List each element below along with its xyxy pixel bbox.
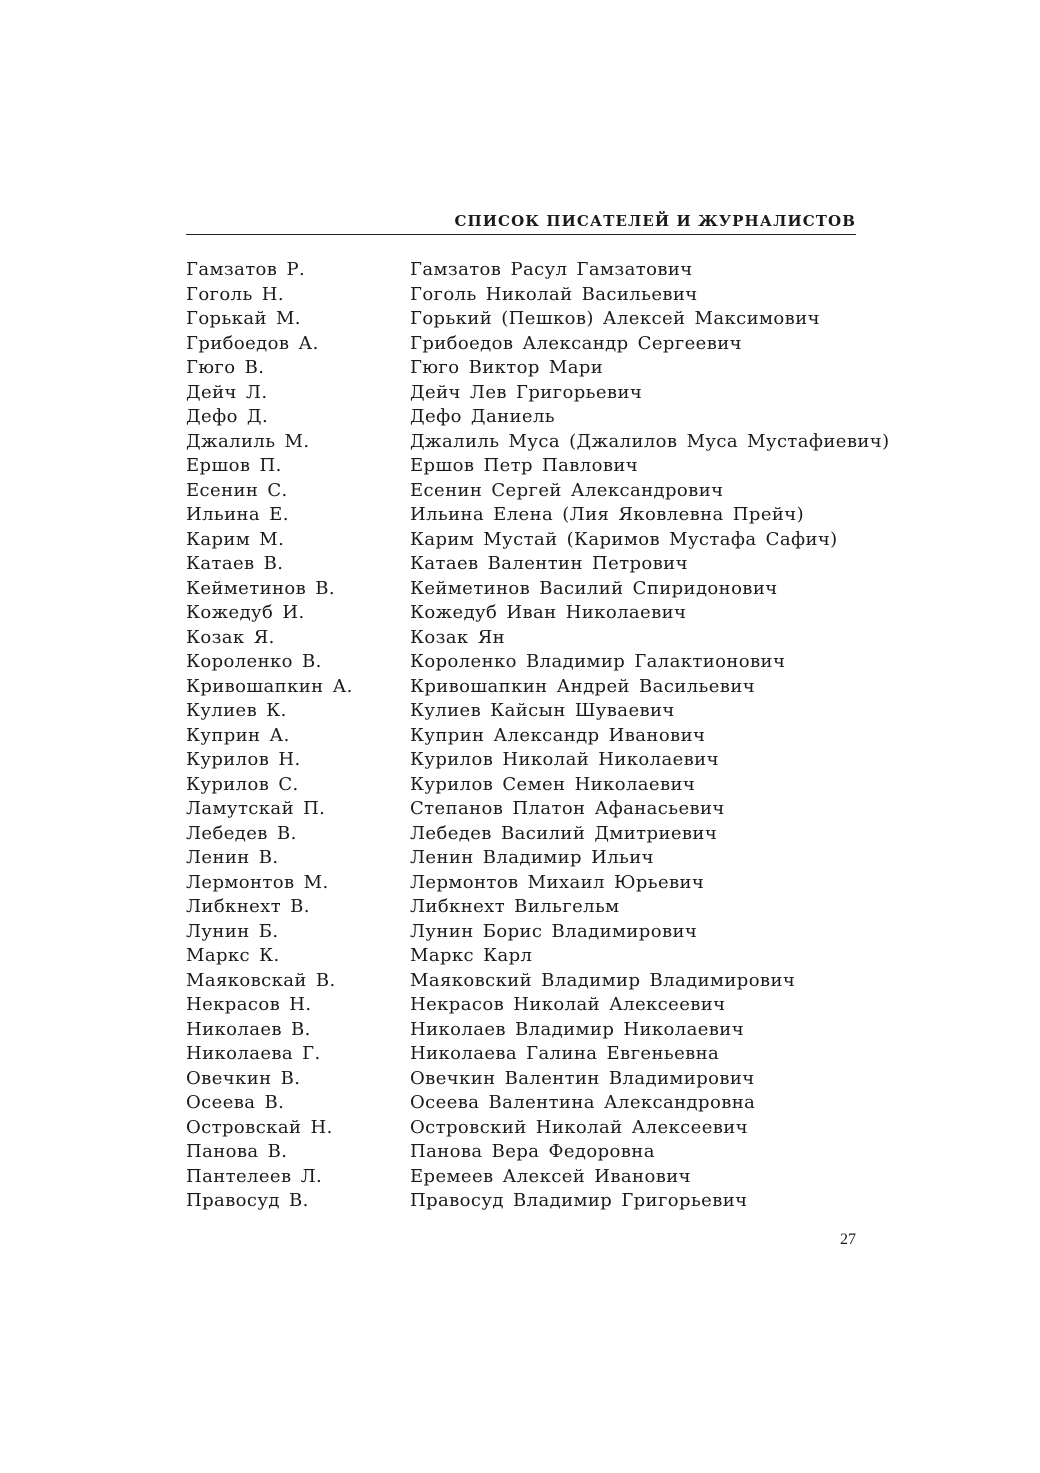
- full-name: Маяковский Владимир Владимирович: [410, 969, 796, 991]
- list-item: [186, 895, 866, 920]
- short-name: Ленин В.: [186, 847, 279, 868]
- list-item: [186, 381, 866, 406]
- short-name: Пантелеев Л.: [186, 1165, 323, 1187]
- full-name: Горький (Пешков) Алексей Максимович: [410, 308, 820, 329]
- short-name: Кривошапкин А.: [186, 675, 353, 697]
- full-name: Степанов Платон Афанасьевич: [410, 798, 725, 819]
- list-item: [186, 773, 866, 798]
- list-item: [186, 1189, 866, 1214]
- full-name: Лунин Борис Владимирович: [410, 920, 698, 942]
- list-item: [186, 1091, 866, 1116]
- short-name: Гамзатов Р.: [186, 259, 306, 280]
- full-name: Некрасов Николай Алексеевич: [410, 994, 726, 1015]
- short-name: Катаев В.: [186, 553, 284, 574]
- list-item: [186, 258, 866, 283]
- writer-list: [186, 258, 890, 1214]
- full-name: Гюго Виктор Мари: [410, 357, 604, 378]
- full-name: Есенин Сергей Александрович: [410, 479, 724, 501]
- full-name: Карим Мустай (Каримов Мустафа Сафич): [410, 528, 838, 550]
- short-name: Овечкин В.: [186, 1067, 301, 1089]
- running-header: СПИСОК ПИСАТЕЛЕЙ И ЖУРНАЛИСТОВ: [186, 210, 856, 235]
- full-name: Кейметинов Василий Спиридонович: [410, 577, 778, 599]
- full-name: Кожедуб Иван Николаевич: [410, 602, 687, 623]
- full-name: Дефо Даниель: [410, 406, 555, 427]
- short-name: Карим М.: [186, 528, 285, 550]
- short-name: Кожедуб И.: [186, 602, 305, 623]
- list-item: [186, 920, 866, 945]
- short-name: Ильина Е.: [186, 504, 289, 525]
- full-name: Гамзатов Расул Гамзатович: [410, 259, 693, 280]
- short-name: Лебедев В.: [186, 822, 297, 844]
- full-name: Курилов Семен Николаевич: [410, 773, 696, 795]
- short-name: Лермонтов М.: [186, 871, 329, 893]
- short-name: Курилов С.: [186, 773, 299, 795]
- full-name: Грибоедов Александр Сергеевич: [410, 332, 742, 354]
- full-name: Куприн Александр Иванович: [410, 724, 706, 746]
- full-name: Кривошапкин Андрей Васильевич: [410, 675, 756, 697]
- short-name: Либкнехт В.: [186, 896, 310, 917]
- short-name: Островскай Н.: [186, 1116, 333, 1138]
- list-item: [186, 993, 866, 1018]
- full-name: Гоголь Николай Васильевич: [410, 283, 698, 305]
- short-name: Ершов П.: [186, 455, 282, 476]
- full-name: Катаев Валентин Петрович: [410, 553, 688, 574]
- short-name: Дефо Д.: [186, 406, 269, 427]
- list-item: [186, 1067, 866, 1092]
- full-name: Либкнехт Вильгельм: [410, 896, 620, 917]
- full-name: Лебедев Василий Дмитриевич: [410, 822, 718, 844]
- list-item: [186, 846, 866, 871]
- list-item: [186, 650, 866, 675]
- short-name: Некрасов Н.: [186, 994, 312, 1015]
- list-item: [186, 283, 866, 308]
- short-name: Курилов Н.: [186, 749, 301, 770]
- list-item: [186, 748, 866, 773]
- short-name: Дейч Л.: [186, 381, 268, 403]
- short-name: Лунин Б.: [186, 920, 279, 942]
- list-item: [186, 675, 866, 700]
- full-name: Островский Николай Алексеевич: [410, 1116, 748, 1138]
- full-name: Кулиев Кайсын Шуваевич: [410, 700, 675, 721]
- list-item: [186, 307, 866, 332]
- list-item: [186, 797, 866, 822]
- short-name: Гоголь Н.: [186, 283, 284, 305]
- list-item: [186, 528, 866, 553]
- list-item: [186, 552, 866, 577]
- list-item: [186, 577, 866, 602]
- full-name: Дейч Лев Григорьевич: [410, 381, 643, 403]
- full-name: Панова Вера Федоровна: [410, 1141, 655, 1162]
- short-name: Маркс К.: [186, 945, 280, 966]
- full-name: Еремеев Алексей Иванович: [410, 1165, 691, 1187]
- list-item: [186, 699, 866, 724]
- full-name: Ершов Петр Павлович: [410, 455, 639, 476]
- short-name: Куприн А.: [186, 724, 290, 746]
- list-item: [186, 356, 866, 381]
- list-item: [186, 1018, 866, 1043]
- short-name: Ламутскай П.: [186, 798, 326, 819]
- list-item: [186, 1116, 866, 1141]
- list-item: [186, 430, 890, 455]
- short-name: Джалиль М.: [186, 430, 310, 452]
- list-item: [186, 969, 866, 994]
- list-item: [186, 1042, 866, 1067]
- full-name: Козак Ян: [410, 626, 506, 648]
- short-name: Маяковскай В.: [186, 969, 336, 991]
- list-item: [186, 454, 866, 479]
- full-name: Правосуд Владимир Григорьевич: [410, 1190, 748, 1211]
- list-item: [186, 405, 866, 430]
- full-name: Лермонтов Михаил Юрьевич: [410, 871, 705, 893]
- short-name: Есенин С.: [186, 479, 288, 501]
- short-name: Горькай М.: [186, 308, 301, 329]
- full-name: Короленко Владимир Галактионович: [410, 651, 786, 672]
- full-name: Осеева Валентина Александровна: [410, 1092, 756, 1113]
- list-item: [186, 944, 866, 969]
- full-name: Джалиль Муса (Джалилов Муса Мустафиевич): [410, 430, 890, 452]
- full-name: Овечкин Валентин Владимирович: [410, 1067, 755, 1089]
- short-name: Кейметинов В.: [186, 577, 336, 599]
- short-name: Правосуд В.: [186, 1190, 309, 1211]
- full-name: Ильина Елена (Лия Яковлевна Прейч): [410, 504, 804, 525]
- short-name: Кулиев К.: [186, 700, 287, 721]
- short-name: Козак Я.: [186, 626, 275, 648]
- full-name: Николаев Владимир Николаевич: [410, 1018, 745, 1040]
- list-item: [186, 1165, 866, 1190]
- list-item: [186, 332, 866, 357]
- list-item: [186, 503, 866, 528]
- list-item: [186, 479, 866, 504]
- list-item: [186, 822, 866, 847]
- short-name: Панова В.: [186, 1141, 288, 1162]
- list-item: [186, 1140, 866, 1165]
- list-item: [186, 724, 866, 749]
- short-name: Осеева В.: [186, 1092, 285, 1113]
- list-item: [186, 626, 866, 651]
- short-name: Гюго В.: [186, 357, 265, 378]
- short-name: Николаева Г.: [186, 1043, 321, 1064]
- list-item: [186, 871, 866, 896]
- list-item: [186, 601, 866, 626]
- full-name: Маркс Карл: [410, 945, 533, 966]
- full-name: Николаева Галина Евгеньевна: [410, 1043, 720, 1064]
- page-number: 27: [840, 1231, 856, 1248]
- short-name: Николаев В.: [186, 1018, 311, 1040]
- full-name: Ленин Владимир Ильич: [410, 847, 654, 868]
- short-name: Короленко В.: [186, 651, 322, 672]
- short-name: Грибоедов А.: [186, 332, 319, 354]
- full-name: Курилов Николай Николаевич: [410, 749, 719, 770]
